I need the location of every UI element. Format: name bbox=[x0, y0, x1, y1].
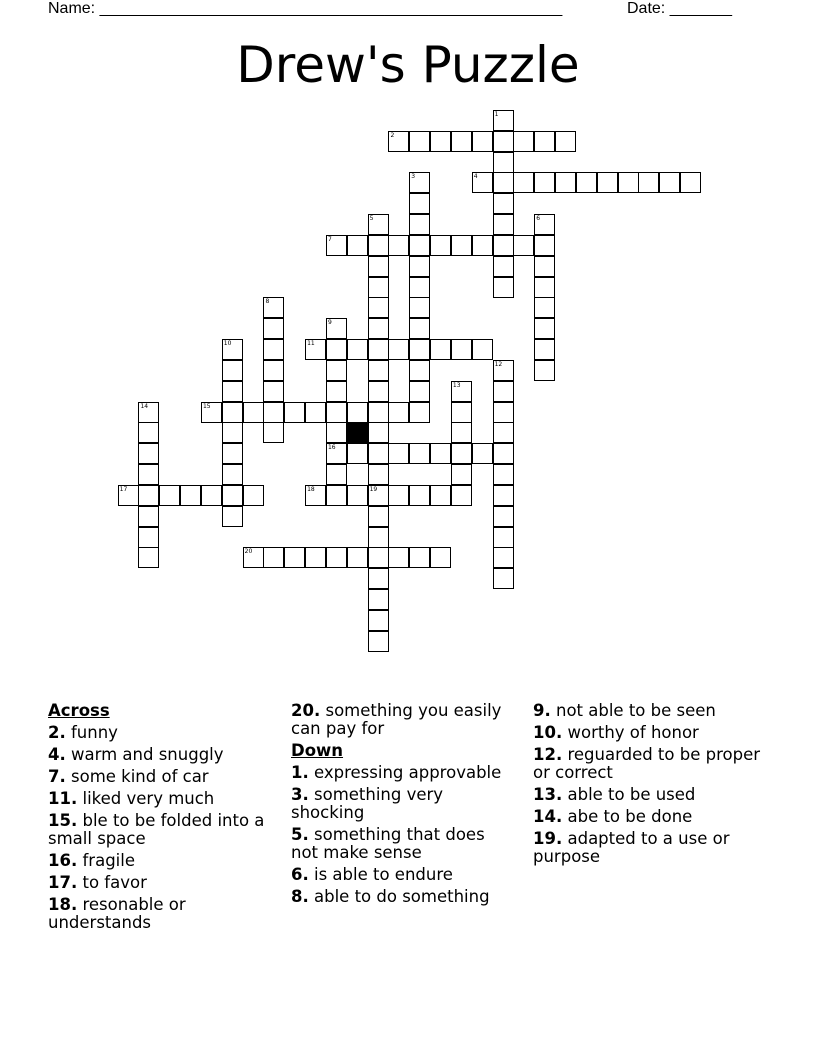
grid-cell[interactable] bbox=[493, 256, 514, 277]
clue-down-19: 19. adapted to a use or purpose bbox=[533, 829, 730, 866]
across-heading: Across bbox=[48, 701, 110, 720]
grid-cell[interactable] bbox=[222, 402, 243, 423]
grid-cell[interactable] bbox=[409, 318, 430, 339]
grid-cell[interactable] bbox=[472, 339, 493, 360]
clue-number-8: 8 bbox=[265, 298, 270, 306]
grid-cell[interactable] bbox=[576, 172, 597, 193]
clue-down-10: 10. worthy of honor bbox=[533, 723, 699, 742]
grid-cell[interactable] bbox=[368, 589, 389, 610]
grid-cell[interactable] bbox=[284, 402, 305, 423]
grid-cell[interactable] bbox=[347, 443, 368, 464]
grid-cell[interactable] bbox=[493, 485, 514, 506]
grid-cell[interactable] bbox=[493, 547, 514, 568]
grid-cell[interactable] bbox=[472, 235, 493, 256]
clue-number-1: 1 bbox=[494, 111, 499, 118]
grid-cell[interactable] bbox=[493, 131, 514, 152]
grid-cell[interactable] bbox=[347, 402, 368, 423]
grid-cell[interactable] bbox=[138, 547, 159, 568]
grid-cell[interactable] bbox=[409, 443, 430, 464]
grid-cell[interactable] bbox=[409, 214, 430, 235]
clue-down-14: 14. abe to be done bbox=[533, 807, 693, 826]
grid-cell[interactable] bbox=[409, 360, 430, 381]
grid-cell[interactable] bbox=[326, 547, 347, 568]
clue-number-10: 10 bbox=[223, 340, 232, 348]
clue-down-13: 13. able to be used bbox=[533, 785, 696, 804]
grid-cell[interactable] bbox=[305, 547, 326, 568]
grid-cell[interactable] bbox=[534, 256, 555, 277]
grid-cell[interactable] bbox=[638, 172, 659, 193]
grid-cell[interactable] bbox=[493, 443, 514, 464]
grid-cell[interactable] bbox=[409, 381, 430, 402]
grid-cell[interactable] bbox=[472, 443, 493, 464]
grid-cell[interactable] bbox=[493, 152, 514, 173]
grid-cell[interactable] bbox=[368, 381, 389, 402]
clue-number-15: 15 bbox=[202, 402, 211, 410]
clue-number-12: 12 bbox=[494, 360, 503, 368]
date-field[interactable]: Date: _______ bbox=[627, 0, 732, 17]
grid-cell[interactable] bbox=[263, 547, 284, 568]
grid-cell[interactable] bbox=[493, 172, 514, 193]
grid-cell[interactable] bbox=[138, 464, 159, 485]
grid-cell[interactable] bbox=[555, 172, 576, 193]
grid-cell[interactable] bbox=[493, 214, 514, 235]
grid-cell[interactable] bbox=[284, 547, 305, 568]
grid-cell[interactable] bbox=[263, 339, 284, 360]
grid-cell[interactable] bbox=[513, 131, 534, 152]
grid-cell[interactable] bbox=[493, 402, 514, 423]
clue-down-12: 12. reguarded to be proper or correct bbox=[533, 745, 761, 782]
grid-cell[interactable] bbox=[243, 402, 264, 423]
grid-cell[interactable] bbox=[534, 339, 555, 360]
clue-number-7: 7 bbox=[327, 235, 332, 243]
grid-cell[interactable] bbox=[138, 443, 159, 464]
grid-cell[interactable] bbox=[326, 339, 347, 360]
grid-cell[interactable] bbox=[388, 485, 409, 506]
grid-cell[interactable] bbox=[597, 172, 618, 193]
grid-cell[interactable] bbox=[493, 506, 514, 527]
clue-number-20: 20 bbox=[244, 548, 253, 556]
clue-number-4: 4 bbox=[473, 173, 478, 181]
clue-down-6: 6. is able to endure bbox=[291, 865, 453, 884]
grid-cell[interactable] bbox=[138, 422, 159, 443]
clue-across-17: 17. to favor bbox=[48, 873, 147, 892]
clue-down-1: 1. expressing approvable bbox=[291, 763, 502, 782]
grid-cell[interactable] bbox=[326, 381, 347, 402]
grid-cell[interactable] bbox=[347, 547, 368, 568]
grid-cell[interactable] bbox=[472, 131, 493, 152]
grid-cell[interactable] bbox=[451, 235, 472, 256]
grid-cell[interactable] bbox=[680, 172, 701, 193]
grid-cell[interactable] bbox=[368, 464, 389, 485]
grid-cell[interactable] bbox=[201, 485, 222, 506]
grid-cell[interactable] bbox=[534, 297, 555, 318]
grid-cell[interactable] bbox=[368, 443, 389, 464]
grid-cell[interactable] bbox=[451, 485, 472, 506]
grid-cell[interactable] bbox=[368, 402, 389, 423]
grid-cell[interactable] bbox=[180, 485, 201, 506]
clue-across-20: 20. something you easily can pay for bbox=[291, 701, 502, 738]
grid-cell[interactable] bbox=[368, 610, 389, 631]
grid-cell[interactable] bbox=[368, 297, 389, 318]
grid-cell[interactable] bbox=[513, 235, 534, 256]
grid-cell[interactable] bbox=[388, 402, 409, 423]
grid-cell[interactable] bbox=[222, 422, 243, 443]
clue-number-18: 18 bbox=[307, 485, 315, 493]
grid-cell[interactable] bbox=[263, 381, 284, 402]
grid-cell[interactable] bbox=[409, 339, 430, 360]
grid-cell[interactable] bbox=[493, 193, 514, 214]
grid-cell[interactable] bbox=[368, 422, 389, 443]
name-field[interactable]: Name: ____________________________________________________ bbox=[48, 0, 563, 17]
grid-cell[interactable] bbox=[430, 485, 451, 506]
grid-cell[interactable] bbox=[451, 422, 472, 443]
grid-cell[interactable] bbox=[451, 443, 472, 464]
down-heading: Down bbox=[291, 741, 344, 760]
grid-cell[interactable] bbox=[618, 172, 639, 193]
grid-cell[interactable] bbox=[388, 235, 409, 256]
clue-down-3: 3. something very shocking bbox=[291, 785, 444, 822]
grid-cell[interactable] bbox=[368, 506, 389, 527]
grid-cell[interactable] bbox=[368, 360, 389, 381]
clue-number-17: 17 bbox=[119, 485, 128, 493]
clue-across-18: 18. resonable or understands bbox=[48, 895, 186, 932]
clue-number-6: 6 bbox=[536, 215, 541, 223]
clue-column-2 bbox=[291, 702, 516, 910]
grid-cell[interactable] bbox=[138, 527, 159, 548]
clue-across-7: 7. some kind of car bbox=[48, 767, 209, 786]
clue-down-8: 8. able to do something bbox=[291, 887, 490, 906]
grid-cell[interactable] bbox=[263, 360, 284, 381]
grid-cell[interactable] bbox=[368, 256, 389, 277]
clue-across-2: 2. funny bbox=[48, 723, 118, 742]
grid-cell[interactable] bbox=[159, 485, 180, 506]
grid-cell[interactable] bbox=[409, 485, 430, 506]
grid-cell[interactable] bbox=[409, 131, 430, 152]
clue-number-2: 2 bbox=[390, 131, 395, 139]
grid-cell[interactable] bbox=[326, 402, 347, 423]
grid-cell[interactable] bbox=[222, 506, 243, 527]
grid-cell[interactable] bbox=[534, 235, 555, 256]
clue-column-3 bbox=[533, 702, 768, 870]
grid-cell[interactable] bbox=[659, 172, 680, 193]
grid-cell[interactable] bbox=[368, 277, 389, 298]
grid-cell[interactable] bbox=[513, 172, 534, 193]
grid-cell[interactable] bbox=[388, 443, 409, 464]
grid-cell[interactable] bbox=[347, 235, 368, 256]
clue-number-5: 5 bbox=[369, 215, 374, 223]
grid-cell[interactable] bbox=[409, 402, 430, 423]
page-title: Drew's Puzzle bbox=[236, 36, 580, 94]
grid-cell[interactable] bbox=[430, 131, 451, 152]
clue-across-11: 11. liked very much bbox=[48, 789, 215, 808]
grid-cell[interactable] bbox=[388, 547, 409, 568]
clue-down-9: 9. not able to be seen bbox=[533, 701, 716, 720]
grid-cell[interactable] bbox=[493, 568, 514, 589]
grid-cell[interactable] bbox=[430, 443, 451, 464]
grid-cell[interactable] bbox=[347, 485, 368, 506]
grid-cell[interactable] bbox=[326, 485, 347, 506]
grid-cell[interactable] bbox=[451, 131, 472, 152]
clue-number-3: 3 bbox=[411, 173, 416, 181]
grid-cell[interactable] bbox=[555, 131, 576, 152]
grid-cell[interactable] bbox=[451, 464, 472, 485]
grid-cell[interactable] bbox=[409, 547, 430, 568]
clue-number-19: 19 bbox=[369, 485, 378, 493]
clue-number-11: 11 bbox=[307, 340, 315, 348]
grid-cell[interactable] bbox=[451, 339, 472, 360]
grid-cell[interactable] bbox=[534, 360, 555, 381]
grid-cell[interactable] bbox=[409, 235, 430, 256]
grid-cell[interactable] bbox=[368, 568, 389, 589]
grid-cell[interactable] bbox=[326, 464, 347, 485]
clue-across-15: 15. ble to be folded into a small space bbox=[48, 811, 265, 848]
clue-number-9: 9 bbox=[327, 319, 332, 327]
grid-cell[interactable] bbox=[493, 235, 514, 256]
grid-cell[interactable] bbox=[138, 485, 159, 506]
grid-cell[interactable] bbox=[409, 256, 430, 277]
grid-cell[interactable] bbox=[222, 360, 243, 381]
grid-cell[interactable] bbox=[451, 402, 472, 423]
clue-across-16: 16. fragile bbox=[48, 851, 135, 870]
grid-cell[interactable] bbox=[409, 297, 430, 318]
grid-cell[interactable] bbox=[347, 339, 368, 360]
grid-cell[interactable] bbox=[534, 318, 555, 339]
grid-cell[interactable] bbox=[326, 360, 347, 381]
clue-column-1 bbox=[48, 702, 278, 936]
grid-cell[interactable] bbox=[368, 339, 389, 360]
grid-cell[interactable] bbox=[138, 506, 159, 527]
grid-cell[interactable] bbox=[222, 381, 243, 402]
grid-cell[interactable] bbox=[388, 339, 409, 360]
grid-cell[interactable] bbox=[243, 485, 264, 506]
clue-down-5: 5. something that does not make sense bbox=[291, 825, 485, 862]
clue-number-13: 13 bbox=[452, 381, 461, 389]
clue-across-4: 4. warm and snuggly bbox=[48, 745, 224, 764]
grid-cell[interactable] bbox=[263, 422, 284, 443]
clue-number-16: 16 bbox=[327, 444, 336, 452]
grid-cell[interactable] bbox=[493, 277, 514, 298]
grid-cell[interactable] bbox=[493, 422, 514, 443]
clue-number-14: 14 bbox=[140, 402, 149, 410]
grid-cell[interactable] bbox=[430, 235, 451, 256]
grid-cell[interactable] bbox=[430, 547, 451, 568]
grid-cell[interactable] bbox=[222, 443, 243, 464]
grid-cell[interactable] bbox=[534, 277, 555, 298]
grid-cell[interactable] bbox=[222, 464, 243, 485]
grid-cell[interactable] bbox=[430, 339, 451, 360]
grid-cell[interactable] bbox=[493, 381, 514, 402]
grid-cell[interactable] bbox=[493, 464, 514, 485]
grid-cell[interactable] bbox=[222, 485, 243, 506]
grid-cell[interactable] bbox=[534, 131, 555, 152]
grid-cell[interactable] bbox=[409, 193, 430, 214]
grid-cell[interactable] bbox=[534, 172, 555, 193]
grid-cell[interactable] bbox=[409, 277, 430, 298]
grid-cell[interactable] bbox=[326, 422, 347, 443]
grid-cell[interactable] bbox=[493, 527, 514, 548]
grid-cell[interactable] bbox=[368, 235, 389, 256]
grid-cell[interactable] bbox=[368, 631, 389, 652]
grid-cell[interactable] bbox=[368, 318, 389, 339]
grid-cell[interactable] bbox=[263, 402, 284, 423]
grid-cell[interactable] bbox=[368, 527, 389, 548]
black-square bbox=[347, 422, 368, 443]
grid-cell[interactable] bbox=[368, 547, 389, 568]
grid-cell[interactable] bbox=[263, 318, 284, 339]
grid-cell[interactable] bbox=[305, 402, 326, 423]
